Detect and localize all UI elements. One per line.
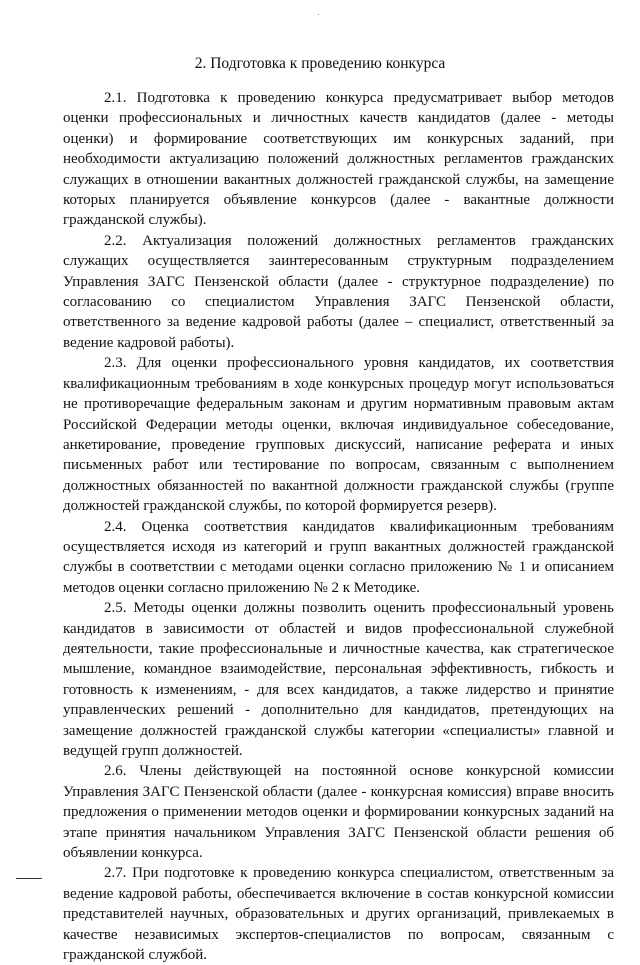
paragraph-2-2: 2.2. Актуализация положений должностных регламентов гражданских служащих осуществляется заинтересованным структурным подразделением Управления ЗАГС Пензенской области (далее - структурное подразделение) по согласованию со специалистом Управления ЗАГС Пензенской области, ответственного за ведение кадровой работы (далее – специалист, ответственный за ведение кадровой работы). [63, 232, 614, 351]
scan-corner-mark [16, 878, 42, 879]
section-body [63, 88, 614, 965]
paragraph-2-4: 2.4. Оценка соответствия кандидатов квалификационным требованиям осуществляется исходя из категорий и групп вакантных должностей гражданской службы в соответствии с методами оценки согласно приложению № 1 и описанием методов оценки согласно приложению № 2 к Методике. [63, 518, 614, 596]
paragraph-2-6: 2.6. Члены действующей на постоянной основе конкурсной комиссии Управления ЗАГС Пензенской области (далее - конкурсная комиссия) вправе вносить предложения о применении методов оценки и формировании конкурсных заданий на этапе принятия начальником Управления ЗАГС Пензенской области решения об объявлении конкурса. [63, 763, 614, 862]
paragraph-2-3: 2.3. Для оценки профессионального уровня кандидатов, их соответствия квалификационным требованиям в ходе конкурсных процедур могут использоваться не противоречащие федеральным законам и другим нормативным правовым актам Российской Федерации методы оценки, включая индивидуальное собеседование, анкетирование, проведение групповых дискуссий, написание реферата и иных письменных работ или тестирование по вопросам, связанным с выполнением должностных обязанностей по вакантной должности гражданской службы (группе должностей гражданской службы, по которой формируется резерв). [63, 355, 614, 515]
paragraph-2-5: 2.5. Методы оценки должны позволить оценить профессиональный уровень кандидатов в зависимости от областей и видов профессиональной служебной деятельности, такие профессиональные и личностные качества, как стратегическое мышление, командное взаимодействие, персональная эффективность, гибкость и готовность к изменениям, - для всех кандидатов, а также лидерство и принятие управленческих решений - дополнительно для кандидатов, претендующих на замещение должностей гражданской службы категории «специалисты» главной и ведущей групп должностей. [63, 600, 614, 759]
paragraph-2-7: 2.7. При подготовке к проведению конкурса специалистом, ответственным за ведение кадровой работы, обеспечивается включение в состав конкурсной комиссии представителей научных, образовательных и других организаций, привлекаемых в качестве независимых экспертов-специалистов по вопросам, связанным с гражданской службой. [63, 865, 614, 964]
scan-speck [318, 14, 319, 15]
paragraph-2-1: 2.1. Подготовка к проведению конкурса предусматривает выбор методов оценки профессиональных и личностных качеств кандидатов (далее - методы оценки) и формирование соответствующих им конкурсных заданий, при необходимости актуализацию положений должностных регламентов гражданских служащих в отношении вакантных должностей гражданской службы, на замещение которых планируется объявление конкурсов (далее - вакантные должности гражданской службы). [63, 90, 614, 229]
section-heading: 2. Подготовка к проведению конкурса [194, 55, 446, 72]
